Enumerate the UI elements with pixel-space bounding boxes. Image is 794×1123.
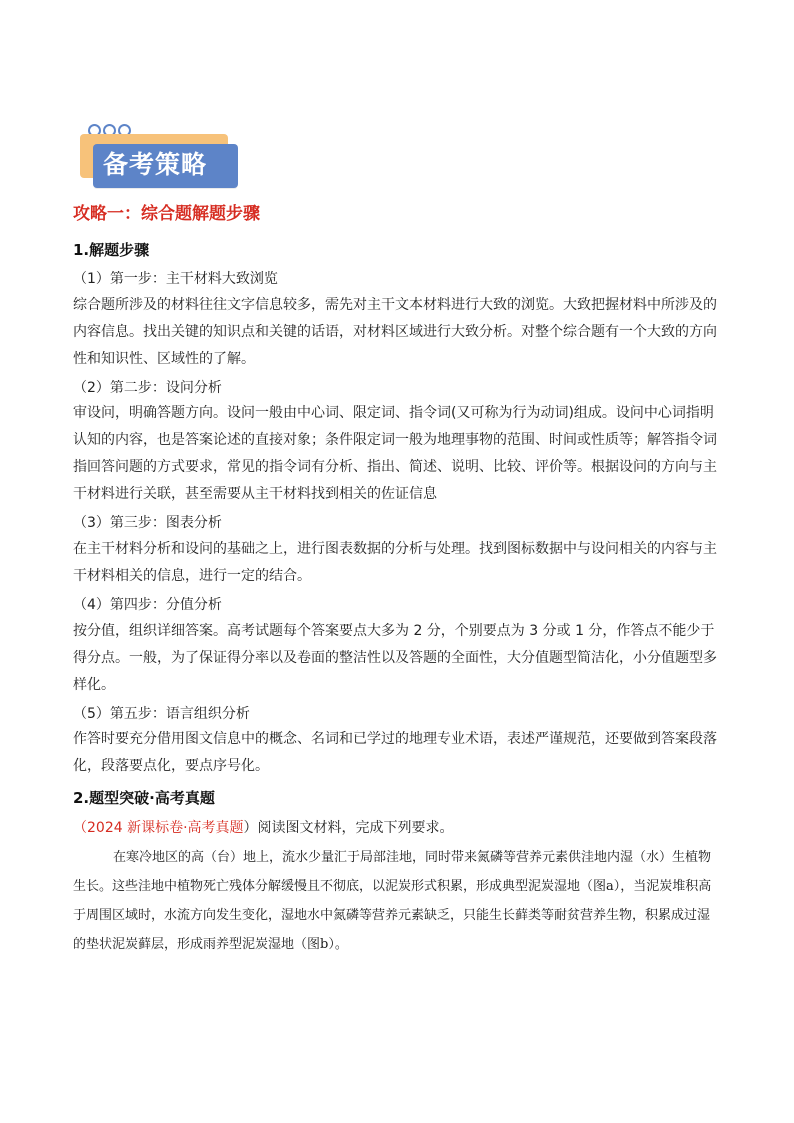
step-1-body: 综合题所涉及的材料往往文字信息较多，需先对主干文本材料进行大致的浏览。大致把握材料中所涉及的内容信息。找出关键的知识点和关键的话语，对材料区域进行大致分析。对整个综合题有一个大致的方向性和知识性、区域性的了解。 (73, 297, 717, 367)
question-instruction: ）阅读图文材料，完成下列要求。 (243, 820, 454, 836)
question-material: 在寒冷地区的高（台）地上，流水少量汇于局部洼地，同时带来氮磷等营养元素供洼地内湿（水）生植物生长。这些洼地中植物死亡残体分解缓慢且不彻底，以泥炭形式积累，形成典型泥炭湿地（图a），当泥炭堆积高于周围区域时，水流方向发生变化，湿地水中氮磷等营养元素缺乏，只能生长藓类等耐贫营养生物，积累成过湿的垫状泥炭藓层，形成雨养型泥炭湿地（图b）。 (73, 850, 712, 952)
step-4-title: （4）第四步：分值分析 (73, 597, 222, 613)
section-title: 攻略一：综合题解题步骤 (73, 204, 260, 224)
question-intro (73, 818, 454, 838)
step-3-body: 在主干材料分析和设问的基础之上，进行图表数据的分析与处理。找到图标数据中与设问相关的内容与主干材料相关的信息，进行一定的结合。 (73, 541, 717, 584)
part1-heading: 1.解题步骤 (73, 241, 150, 259)
step-3-title: （3）第三步：图表分析 (73, 515, 222, 531)
question-source: 2024 新课标卷·高考真题 (87, 820, 244, 836)
question-open-paren: （ (73, 820, 87, 836)
step-4-body: 按分值，组织详细答案。高考试题每个答案要点大多为 2 分，个别要点为 3 分或 1 分，作答点不能少于得分点。一般，为了保证得分率以及卷面的整洁性以及答题的全面性，大分值题型简洁化，小分值题型多样化。 (73, 623, 717, 693)
step-5-body: 作答时要充分借用图文信息中的概念、名词和已学过的地理专业术语，表述严谨规范，还要做到答案段落化，段落要点化，要点序号化。 (73, 731, 717, 774)
banner-label: 备考策略 (103, 150, 208, 179)
step-5-title: （5）第五步：语言组织分析 (73, 706, 250, 722)
step-2-title: （2）第二步：设问分析 (73, 380, 222, 396)
step-2-body: 审设问，明确答题方向。设问一般由中心词、限定词、指令词(又可称为行为动词)组成。设问中心词指明认知的内容，也是答案论述的直接对象；条件限定词一般为地理事物的范围、时间或性质等；解答指令词指回答问题的方式要求，常见的指令词有分析、指出、简述、说明、比较、评价等。根据设问的方向与主干材料进行关联，甚至需要从主干材料找到相关的佐证信息 (73, 405, 717, 502)
part2-heading: 2.题型突破·高考真题 (73, 789, 215, 807)
section-banner (78, 124, 243, 190)
step-1-title: （1）第一步：主干材料大致浏览 (73, 271, 278, 287)
